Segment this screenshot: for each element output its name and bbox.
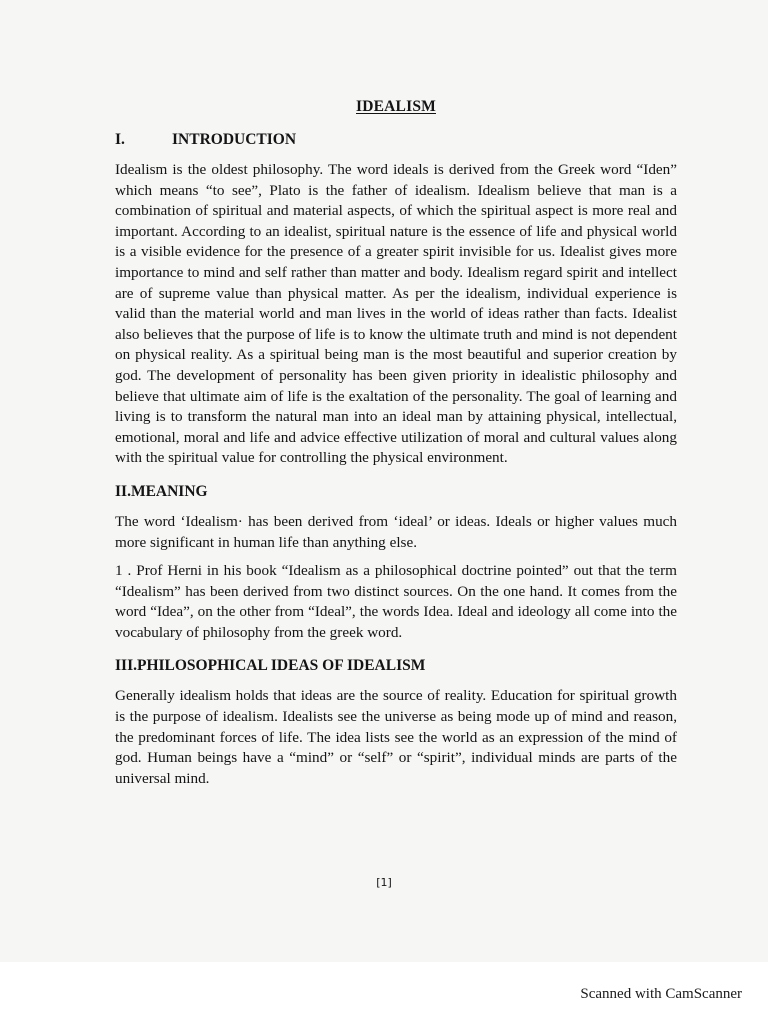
paragraph: Generally idealism holds that ideas are the source of reality. Education for spiritual growth is the purpose of idealism. Idealists see the universe as being mode up of mind and reason, the predominant forces of life. The idea lists see the world as an expression of the mind of god. Human beings have a “mind” or “self” or “spirit”, individual minds are parts of the universal mind. (115, 687, 677, 787)
document-body (115, 98, 677, 797)
page-number: [1] (376, 876, 392, 889)
scanner-watermark: Scanned with CamScanner (580, 986, 742, 1002)
paragraph: 1 . Prof Herni in his book “Idealism as a philosophical doctrine pointed” out that the term “Idealism” has been derived from two distinct sources. On the one hand. It comes from the word “Idea”, on the other from “Ideal”, the words Idea. Ideal and ideology all come into the vocabulary of philosophy from the greek word. (115, 562, 677, 641)
document-title: IDEALISM (356, 98, 436, 115)
section-heading-introduction (115, 129, 677, 151)
paragraph: Idealism is the oldest philosophy. The word ideals is derived from the Greek word “Iden” which means “to see”, Plato is the father of idealism. Idealism believe that man is a combination of spiritual and material aspects, of which the spiritual aspect is more real and important. According to an idealist, spiritual nature is the essence of life and physical world is a visible evidence for the presence of a greater spirit invisible for us. Idealist gives more importance to mind and self rather than matter and body. Idealism regard spirit and intellect are of supreme value than physical matter. As per the idealism, individual experience is valid than the material world and man lives in the world of ideas rather than facts. Idealist also believes that the purpose of life is to know the ultimate truth and mind is not dependent on physical reality. As a spiritual being man is the most beautiful and superior creation by god. The development of personality has been given priority in idealistic philosophy and believe that ultimate aim of life is the exaltation of the personality. The goal of learning and living is to transform the natural man into an ideal man by attaining physical, intellectual, emotional, moral and life and advice effective utilization of moral and cultural values along with the spiritual value for controlling the physical environment. (115, 161, 677, 467)
section-heading-meaning: II.MEANING (115, 482, 208, 500)
section-heading-philosophical-ideas: III.PHILOSOPHICAL IDEAS OF IDEALISM (115, 657, 426, 675)
section-title: INTRODUCTION (172, 131, 297, 148)
paragraph: The word ‘Idealism· has been derived from ‘ideal’ or ideas. Ideals or higher values much more significant in human life than anything else. (115, 512, 677, 551)
section-number: I. (115, 131, 125, 148)
